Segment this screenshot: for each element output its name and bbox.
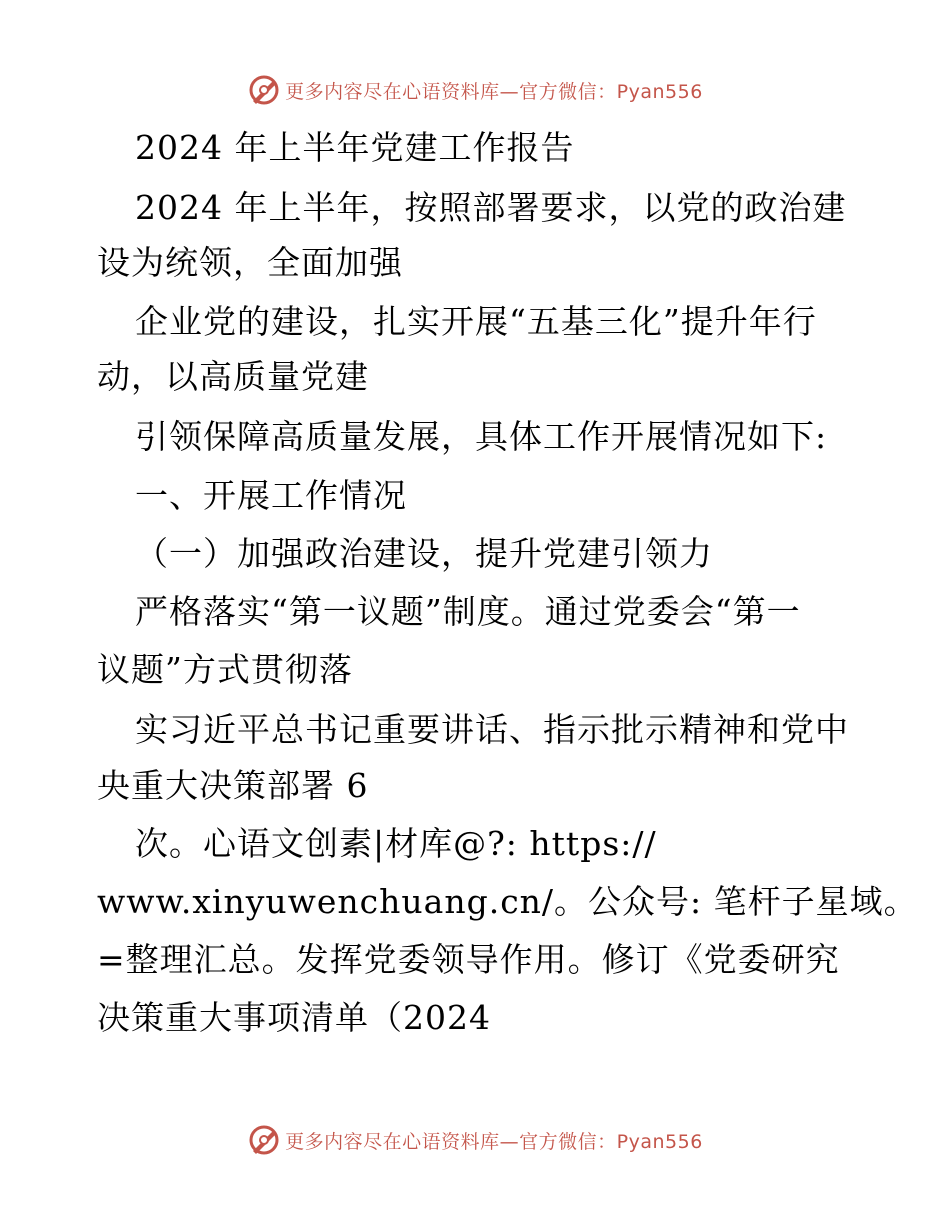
pen-logo-icon: [247, 73, 281, 107]
body-line: 实习近平总书记重要讲话、指示批示精神和党中: [135, 710, 849, 749]
body-line: 议题”方式贯彻落: [97, 650, 353, 689]
body-line: 动，以高质量党建: [97, 357, 369, 396]
pen-logo-icon: [247, 1123, 281, 1157]
section-heading: 一、开展工作情况: [135, 476, 407, 515]
body-line: =整理汇总。发挥党委领导作用。修订《党委研究: [97, 940, 840, 979]
body-line: 设为统领，全面加强: [97, 243, 403, 282]
body-line: 2024 年上半年，按照部署要求，以党的政治建: [135, 188, 847, 227]
footer-banner-text: 更多内容尽在心语资料库—官方微信：Pyan556: [285, 1130, 703, 1153]
body-line: 引领保障高质量发展，具体工作开展情况如下:: [135, 417, 828, 456]
document-title: 2024 年上半年党建工作报告: [135, 128, 575, 167]
body-line: www.xinyuwenchuang.cn/。公众号: 笔杆子星域。: [97, 882, 918, 921]
subsection-heading: （一）加强政治建设，提升党建引领力: [135, 534, 713, 573]
body-line: 次。心语文创素|材库@?: https://: [135, 824, 657, 863]
footer-banner: [0, 1120, 950, 1160]
body-line: 央重大决策部署 6: [97, 766, 369, 805]
header-banner: [0, 70, 950, 110]
body-line: 企业党的建设，扎实开展“五基三化”提升年行: [135, 302, 817, 341]
body-line: 决策重大事项清单（2024: [97, 998, 491, 1037]
body-line: 严格落实“第一议题”制度。通过党委会“第一: [135, 592, 801, 631]
header-banner-text: 更多内容尽在心语资料库—官方微信：Pyan556: [285, 80, 703, 103]
